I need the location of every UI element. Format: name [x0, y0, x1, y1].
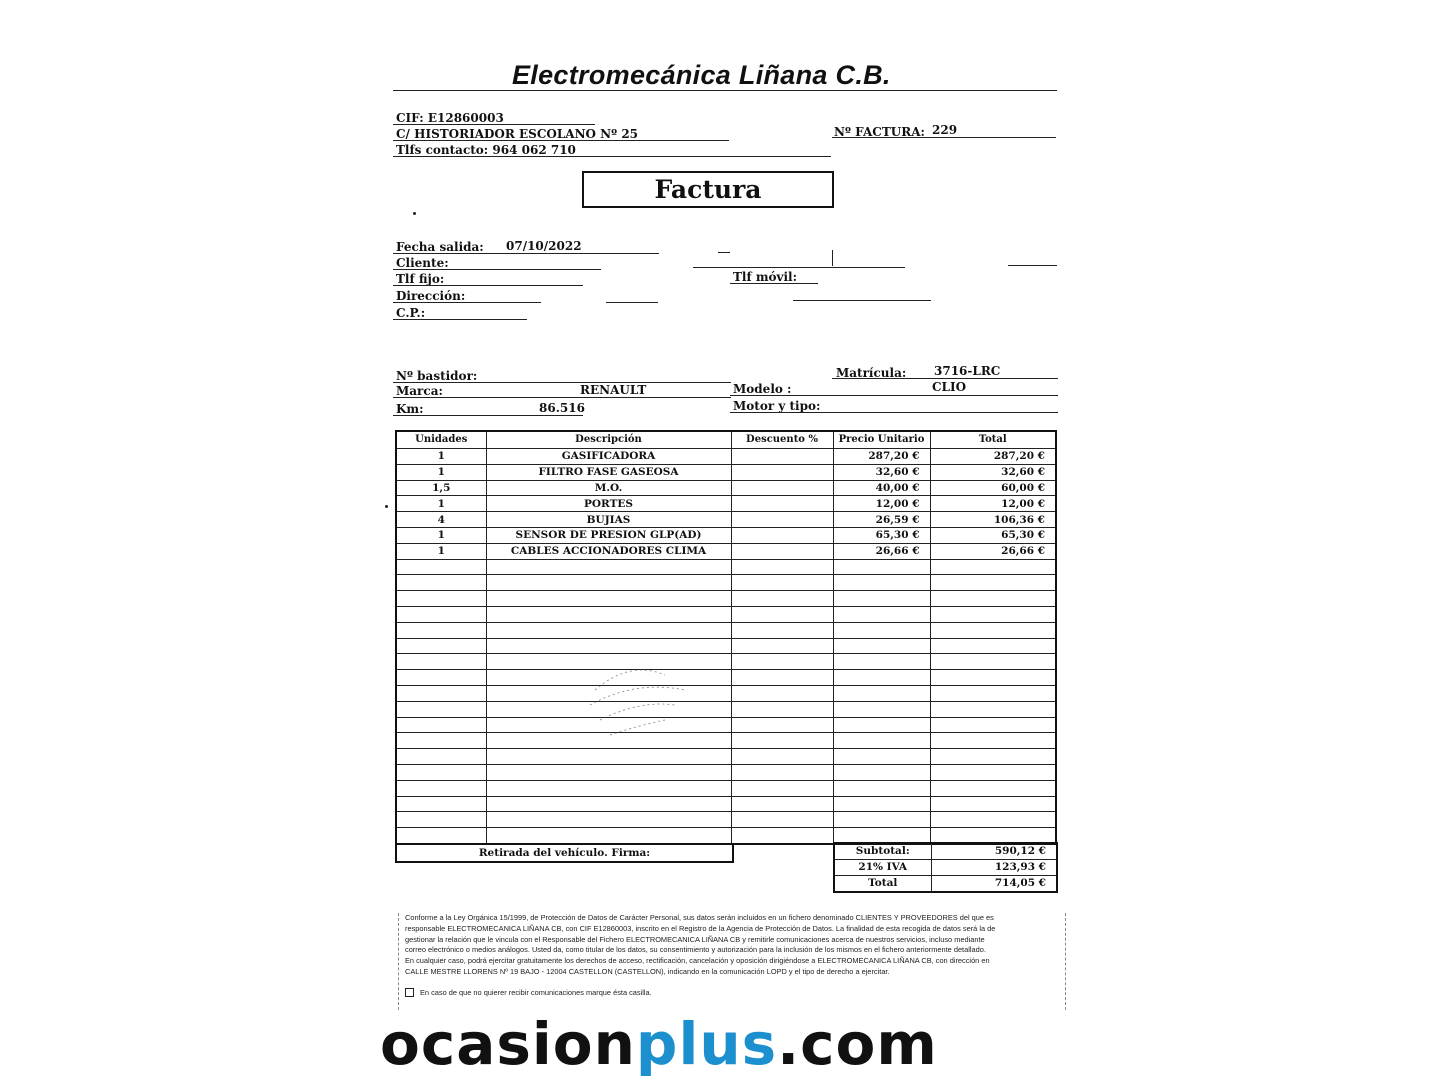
- phones-line: [393, 156, 831, 157]
- cell-unidades: [396, 764, 486, 780]
- table-header-row: [396, 431, 1056, 449]
- invoice-number-line: [832, 137, 1056, 138]
- address: C/ HISTORIADOR ESCOLANO Nº 25: [396, 127, 639, 141]
- cell-descuento: [731, 717, 833, 733]
- legal-notice: [398, 913, 1066, 1010]
- table-row: [396, 512, 1056, 528]
- legal-line: CALLE MESTRE LLORENS Nº 19 BAJO - 12004 CASTELLON (CASTELLON), indicando en la comunicación LOPD y el tipo de derecho a ejercitar.: [405, 966, 890, 976]
- subtotal-value: 590,12 €: [931, 843, 1057, 860]
- cliente-line-far: [1008, 265, 1057, 266]
- col-header-precio: Precio Unitario: [833, 431, 930, 449]
- table-row: [396, 638, 1056, 654]
- table-row: [396, 543, 1056, 559]
- document-title: Factura: [582, 171, 834, 208]
- matricula: 3716-LRC: [934, 364, 1001, 378]
- cell-total: [930, 638, 1056, 654]
- table-row: [396, 812, 1056, 828]
- iva-label: 21% IVA: [834, 860, 931, 876]
- col-header-unidades: Unidades: [396, 431, 486, 449]
- cell-descuento: [731, 591, 833, 607]
- cell-unidades: [396, 780, 486, 796]
- cell-descuento: [731, 749, 833, 765]
- contact-phones: Tlfs contacto: 964 062 710: [396, 143, 576, 157]
- cell-descuento: [731, 527, 833, 543]
- table-row: [396, 559, 1056, 575]
- signature-field: Retirada del vehículo. Firma:: [395, 843, 734, 863]
- cell-unidades: 1: [396, 543, 486, 559]
- invoice-number-label: Nº FACTURA:: [834, 125, 925, 139]
- cell-unidades: [396, 796, 486, 812]
- total-value: 714,05 €: [931, 876, 1057, 893]
- iva-row: [834, 860, 1057, 876]
- address-line: [393, 140, 729, 141]
- table-row: [396, 527, 1056, 543]
- col-header-descuento: Descuento %: [731, 431, 833, 449]
- cell-precio: 26,66 €: [833, 543, 930, 559]
- cell-total: [930, 654, 1056, 670]
- cell-unidades: [396, 685, 486, 701]
- ocasionplus-logo: [380, 1012, 1070, 1076]
- subtotal-row: [834, 843, 1057, 860]
- cell-total: 106,36 €: [930, 512, 1056, 528]
- cell-unidades: [396, 828, 486, 844]
- cell-precio: [833, 749, 930, 765]
- modelo: CLIO: [932, 380, 967, 394]
- cell-descripcion: [486, 622, 731, 638]
- direccion-label: Dirección:: [396, 289, 466, 303]
- cell-total: 26,66 €: [930, 543, 1056, 559]
- fecha-line-2: [718, 252, 730, 253]
- bastidor-label: Nº bastidor:: [396, 369, 478, 383]
- cell-descripcion: [486, 796, 731, 812]
- cell-descuento: [731, 670, 833, 686]
- cell-descuento: [731, 543, 833, 559]
- cell-descripcion: FILTRO FASE GASEOSA: [486, 464, 731, 480]
- cp-label: C.P.:: [396, 306, 426, 320]
- cell-precio: [833, 559, 930, 575]
- faded-stamp-mark: [570, 650, 700, 745]
- cell-descuento: [731, 685, 833, 701]
- cell-descripcion: [486, 606, 731, 622]
- cell-total: [930, 812, 1056, 828]
- cell-total: [930, 591, 1056, 607]
- cell-unidades: 1: [396, 527, 486, 543]
- legal-line: Conforme a la Ley Orgánica 15/1999, de Protección de Datos de Carácter Personal, sus datos serán incluidos en un fichero denominado CLIENTES Y PROVEEDORES del que es: [405, 913, 994, 922]
- table-row: [396, 622, 1056, 638]
- opt-out-row: [405, 988, 1065, 999]
- table-row: [396, 480, 1056, 496]
- km-line: [393, 415, 583, 416]
- cliente-tick: [832, 250, 833, 266]
- table-row: [396, 717, 1056, 733]
- cell-unidades: [396, 670, 486, 686]
- cell-unidades: [396, 606, 486, 622]
- cell-precio: 12,00 €: [833, 496, 930, 512]
- cell-total: [930, 701, 1056, 717]
- cell-descuento: [731, 796, 833, 812]
- cif: CIF: E12860003: [396, 111, 504, 125]
- table-row: [396, 464, 1056, 480]
- table-row: [396, 796, 1056, 812]
- km: 86.516: [539, 401, 585, 415]
- matricula-label: Matrícula:: [836, 366, 907, 380]
- cell-unidades: [396, 749, 486, 765]
- direccion-line-3: [793, 300, 931, 301]
- cell-total: 65,30 €: [930, 527, 1056, 543]
- cell-unidades: [396, 733, 486, 749]
- cell-descuento: [731, 733, 833, 749]
- marca-label: Marca:: [396, 384, 443, 398]
- cell-unidades: [396, 559, 486, 575]
- cell-descripcion: [486, 591, 731, 607]
- invoice-items-table: [395, 430, 1057, 845]
- logo-part-plus: plus: [635, 1010, 778, 1078]
- cell-descripcion: [486, 828, 731, 844]
- cell-descripcion: [486, 764, 731, 780]
- cell-unidades: [396, 575, 486, 591]
- page-speck: [413, 212, 416, 215]
- cell-total: [930, 764, 1056, 780]
- cell-precio: [833, 575, 930, 591]
- cell-unidades: [396, 812, 486, 828]
- tlf-movil-line: [730, 283, 818, 284]
- cell-total: 32,60 €: [930, 464, 1056, 480]
- legal-line: En cualquier caso, podrá ejercitar gratuitamente los derechos de acceso, rectificación, cancelación y oposición dirigiéndose a ELECTROMECANICA LIÑANA CB, con dirección en: [405, 956, 990, 966]
- cell-unidades: [396, 622, 486, 638]
- cell-precio: [833, 780, 930, 796]
- cell-unidades: 1,5: [396, 480, 486, 496]
- cell-descripcion: GASIFICADORA: [486, 449, 731, 465]
- cell-descuento: [731, 464, 833, 480]
- cell-unidades: 4: [396, 512, 486, 528]
- cell-descuento: [731, 575, 833, 591]
- page-speck: [385, 505, 388, 508]
- cp-line: [393, 319, 527, 320]
- cell-precio: 32,60 €: [833, 464, 930, 480]
- cif-line: [393, 124, 595, 125]
- cell-precio: [833, 638, 930, 654]
- cell-total: [930, 796, 1056, 812]
- cell-descripcion: SENSOR DE PRESION GLP(AD): [486, 527, 731, 543]
- cell-unidades: 1: [396, 496, 486, 512]
- invoice-number: 229: [932, 123, 958, 137]
- cell-total: [930, 717, 1056, 733]
- cell-precio: [833, 733, 930, 749]
- total-row: [834, 876, 1057, 893]
- cell-total: [930, 622, 1056, 638]
- cell-precio: 65,30 €: [833, 527, 930, 543]
- table-row: [396, 591, 1056, 607]
- total-label: Total: [834, 876, 931, 893]
- cell-unidades: [396, 701, 486, 717]
- cell-precio: [833, 591, 930, 607]
- cell-total: 12,00 €: [930, 496, 1056, 512]
- bastidor-line: [393, 382, 731, 383]
- cell-descripcion: [486, 575, 731, 591]
- marca-line: [393, 397, 731, 398]
- fecha-salida-label: Fecha salida:: [396, 240, 484, 254]
- tlf-fijo-line: [393, 285, 583, 286]
- logo-part-ocasion: ocasion: [380, 1010, 636, 1078]
- cliente-label: Cliente:: [396, 256, 449, 270]
- cell-descuento: [731, 654, 833, 670]
- modelo-label: Modelo :: [733, 382, 792, 396]
- fecha-line: [393, 253, 659, 254]
- cell-descuento: [731, 496, 833, 512]
- table-row: [396, 685, 1056, 701]
- cell-precio: 287,20 €: [833, 449, 930, 465]
- cell-total: [930, 670, 1056, 686]
- cell-precio: 40,00 €: [833, 480, 930, 496]
- cell-descripcion: BUJIAS: [486, 512, 731, 528]
- cell-unidades: [396, 717, 486, 733]
- cell-precio: [833, 622, 930, 638]
- cliente-line-right: [693, 267, 905, 268]
- cell-descripcion: M.O.: [486, 480, 731, 496]
- direccion-line: [393, 302, 541, 303]
- cliente-line: [393, 269, 601, 270]
- direccion-line-2: [606, 302, 658, 303]
- cell-precio: [833, 685, 930, 701]
- km-label: Km:: [396, 402, 424, 416]
- table-row: [396, 701, 1056, 717]
- table-row: [396, 749, 1056, 765]
- cell-descuento: [731, 559, 833, 575]
- cell-total: [930, 606, 1056, 622]
- totals-table: [833, 842, 1058, 893]
- table-row: [396, 733, 1056, 749]
- table-row: [396, 780, 1056, 796]
- table-row: [396, 449, 1056, 465]
- cell-descripcion: CABLES ACCIONADORES CLIMA: [486, 543, 731, 559]
- cell-unidades: 1: [396, 464, 486, 480]
- cell-descuento: [731, 512, 833, 528]
- cell-descuento: [731, 606, 833, 622]
- table-row: [396, 764, 1056, 780]
- cell-descuento: [731, 764, 833, 780]
- cell-precio: [833, 812, 930, 828]
- cell-descuento: [731, 780, 833, 796]
- cell-descuento: [731, 812, 833, 828]
- table-row: [396, 670, 1056, 686]
- col-header-total: Total: [930, 431, 1056, 449]
- subtotal-label: Subtotal:: [834, 843, 931, 860]
- logo-part-com: .com: [777, 1010, 938, 1078]
- cell-descripcion: [486, 812, 731, 828]
- title-underline: [393, 90, 1057, 91]
- cell-precio: [833, 701, 930, 717]
- motor-line: [730, 412, 1058, 413]
- tlf-fijo-label: Tlf fijo:: [396, 272, 445, 286]
- legal-line: responsable ELECTROMECANICA LIÑANA CB, con CIF E12860003, inscrito en el Registro de la Agencia de Protección de Datos. La finalidad de esta recogida de datos será la de: [405, 923, 996, 933]
- cell-descripcion: [486, 559, 731, 575]
- iva-value: 123,93 €: [931, 860, 1057, 876]
- cell-total: [930, 749, 1056, 765]
- motor-label: Motor y tipo:: [733, 399, 821, 413]
- cell-descuento: [731, 701, 833, 717]
- cell-unidades: 1: [396, 449, 486, 465]
- cell-descuento: [731, 638, 833, 654]
- cell-descuento: [731, 480, 833, 496]
- marca: RENAULT: [580, 383, 647, 397]
- opt-out-text: En caso de que no quierer recibir comunicaciones marque ésta casilla.: [420, 987, 652, 997]
- fecha-salida: 07/10/2022: [506, 239, 582, 253]
- tlf-movil-label: Tlf móvil:: [733, 270, 798, 284]
- cell-unidades: [396, 591, 486, 607]
- legal-line: gestionar la relación que le vincula con el Responsable del Fichero ELECTROMECANICA LIÑANA CB y remitirle comunicaciones acerca de nuestros servicios, incluso mediante: [405, 934, 985, 944]
- cell-precio: [833, 606, 930, 622]
- cell-descripcion: [486, 780, 731, 796]
- legal-line: correo electrónico o medios análogos. Usted da, como titular de los datos, su consentimiento y autorización para la inclusión de los mismos en el fichero anteriormente detallado.: [405, 945, 986, 955]
- cell-total: [930, 780, 1056, 796]
- cell-unidades: [396, 654, 486, 670]
- cell-precio: [833, 654, 930, 670]
- cell-precio: [833, 796, 930, 812]
- cell-total: [930, 733, 1056, 749]
- cell-unidades: [396, 638, 486, 654]
- opt-out-checkbox[interactable]: [405, 988, 414, 997]
- col-header-descripcion: Descripción: [486, 431, 731, 449]
- table-row: [396, 654, 1056, 670]
- cell-descripcion: PORTES: [486, 496, 731, 512]
- matricula-line: [832, 378, 1058, 379]
- cell-total: [930, 685, 1056, 701]
- cell-descuento: [731, 828, 833, 844]
- cell-precio: [833, 764, 930, 780]
- cell-total: 287,20 €: [930, 449, 1056, 465]
- cell-total: [930, 575, 1056, 591]
- cell-total: [930, 559, 1056, 575]
- cell-descuento: [731, 449, 833, 465]
- modelo-line: [730, 395, 1058, 396]
- table-row: [396, 606, 1056, 622]
- cell-precio: 26,59 €: [833, 512, 930, 528]
- company-name: Electromecánica Liñana C.B.: [512, 60, 891, 90]
- cell-precio: [833, 717, 930, 733]
- table-row: [396, 575, 1056, 591]
- table-row: [396, 496, 1056, 512]
- cell-descuento: [731, 622, 833, 638]
- cell-precio: [833, 670, 930, 686]
- cell-total: 60,00 €: [930, 480, 1056, 496]
- cell-descripcion: [486, 749, 731, 765]
